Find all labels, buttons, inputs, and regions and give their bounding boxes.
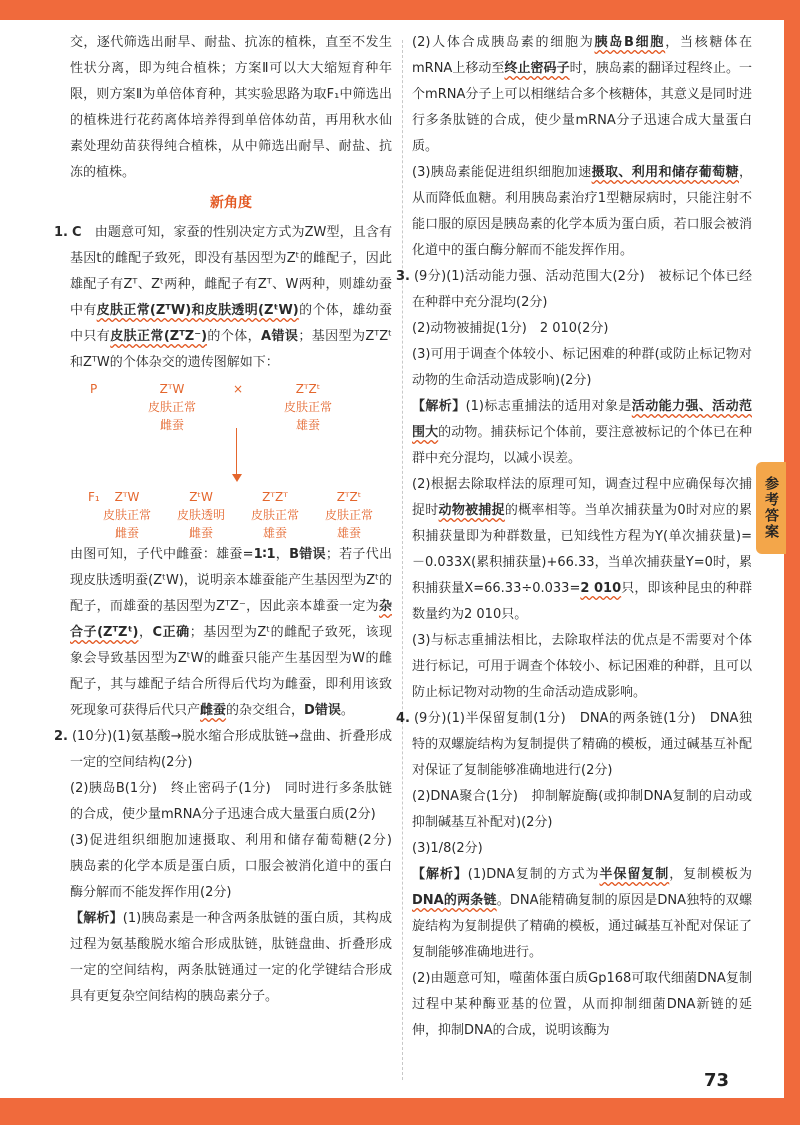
r2-text-b: ，从而降低血糖。利用胰岛素治疗1型糖尿病时，只能注射不能口服的原因是胰岛素的化学本质为蛋白质，若口服会被消化道中的蛋白酶分解而不能发挥作用。: [412, 165, 752, 258]
q4-analysis: [412, 862, 752, 966]
q2-analysis: [70, 906, 392, 1010]
q1-text-a: 由题意可知，家蚕的性别决定方式为ZW型，且含有基因t的雌配子致死，即没有基因型为Zᵗ的雌配子，因此雄配子有Zᵀ、Zᵗ两种，雌配子有Zᵀ、W两种，则雄幼蚕中有: [70, 225, 392, 318]
q1-ratio: 1∶1: [253, 547, 276, 562]
f1-phenotype: 皮肤正常: [324, 508, 373, 522]
q3-analysis-b: 的动物。捕获标记个体前，要注意被标记的个体已在种群中充分混均，以减小误差。: [412, 425, 752, 466]
q1-text-g: ；基因型为Zᵗ的雌配子致死，该现象会导致基因型为ZᵗW的雌蚕只能产生基因型为W的雌配子，其与雄配子结合所得后代均为雌蚕，即利用该致死现象可获得后代只产: [70, 625, 392, 718]
cross-arrow-head: [232, 474, 242, 482]
f1-phenotype: 皮肤透明: [176, 508, 225, 522]
parent-female-sex: 雌蚕: [159, 418, 184, 432]
r1-highlight-2: 终止密码子: [504, 61, 570, 76]
q1-highlight-1: 皮肤正常(ZᵀW)和皮肤透明(ZᵗW): [96, 303, 299, 318]
q1-highlight-3: 杂合子(ZᵀZᵗ): [70, 599, 392, 640]
question-2: [54, 724, 392, 776]
f1-sex: 雌蚕: [188, 526, 213, 540]
question-1: [54, 220, 392, 376]
q2-analysis-text: (1)胰岛素是一种含两条肽链的蛋白质，其构成过程为氨基酸脱水缩合形成肽链，肽链盘曲、折叠形成一定的空间结构，两条肽链通过一定的化学键结合形成具有更复杂空间结构的胰岛素分子。: [70, 911, 392, 1004]
q1-number: 1.: [54, 225, 68, 240]
q4-part-1: (9分)(1)半保留复制(1分) DNA的两条链(1分) DNA独特的双螺旋结构为复制提供了精确的模板，通过碱基互补配对保证了复制能够准确地进行(2分): [412, 711, 752, 778]
q3-analysis-tag: 【解析】: [412, 399, 466, 414]
f1-genotype: ZᵗW: [189, 490, 213, 504]
f1-genotype: ZᵀW: [114, 490, 140, 504]
parent-male-sex: 雄蚕: [295, 418, 320, 432]
parent-male-phenotype: 皮肤正常: [283, 400, 332, 414]
cross-arrow-line: [236, 428, 237, 476]
side-tab-label: 参考答案: [763, 476, 779, 540]
q3-p2-highlight: 动物被捕捉: [438, 503, 505, 518]
q4-analysis-tag: 【解析】: [412, 867, 468, 882]
genetic-cross-diagram: [70, 376, 392, 542]
top-color-bar: [0, 0, 800, 20]
parent-label: P: [90, 382, 98, 396]
parent-female-phenotype: 皮肤正常: [147, 400, 196, 414]
q1-answer: C: [71, 225, 82, 240]
q4-part-2: (2)DNA聚合(1分) 抑制解旋酶(或抑制DNA复制的启动或抑制碱基互补配对)(2分): [412, 789, 752, 830]
f1-phenotype: 皮肤正常: [102, 508, 151, 522]
q4-analysis-highlight-1: 半保留复制: [599, 867, 670, 882]
q2-part-1: (10分)(1)氨基酸→脱水缩合形成肽链→盘曲、折叠形成一定的空间结构(2分): [70, 729, 392, 770]
q2-analysis-3: [412, 160, 752, 264]
q3-p2-text-b: 的概率相等。当单次捕获量为0时对应的累积捕获量即为种群数量，已知线性方程为Y(单次捕获量)=－0.033X(累积捕获量)+66.33，当单次捕获量Y=0时，累积捕获量X=66.33÷0.033=: [412, 503, 752, 596]
f1-sex: 雌蚕: [114, 526, 139, 540]
column-divider: [402, 40, 404, 1080]
section-title: 新角度: [210, 195, 252, 211]
q1-highlight-2: 皮肤正常(ZᵀZ⁻): [110, 329, 208, 344]
q3-number: 3.: [396, 269, 410, 284]
q1-text-d: ；基因型为ZᵀZᵗ和ZᵀW的个体杂交的遗传图解如下：: [70, 329, 392, 370]
q3-analysis: [412, 394, 752, 472]
q3-p2-text-c: 只，即该种昆虫的种群数量约为2 010只。: [412, 581, 752, 622]
q3-analysis-a: (1)标志重捕法的适用对象是: [465, 399, 632, 414]
q1-text-h: 的杂交组合，: [226, 703, 305, 718]
q1-b-wrong: B错误: [289, 547, 326, 562]
bottom-color-bar: [0, 1098, 800, 1125]
q4-number: 4.: [396, 711, 410, 726]
cross-symbol: ×: [232, 382, 244, 396]
f1-genotype: ZᵀZᵗ: [336, 490, 362, 504]
r1-text-a: (2)人体合成胰岛素的细胞为: [412, 35, 595, 50]
q1-text-f: ；若子代出现皮肤透明蚕(ZᵗW)，说明亲本雄蚕能产生基因型为Zᵗ的配子，而雄蚕的基因型为ZᵀZ⁻，因此亲本雄蚕一定为: [70, 547, 392, 614]
q1-text-b: 的个体，雄幼蚕中只有: [70, 303, 392, 344]
q3-analysis-highlight: 活动能力强、活动范围大: [412, 399, 752, 440]
question-3: [396, 264, 752, 316]
question-4: [396, 706, 752, 784]
q3-analysis-2: [412, 472, 752, 628]
parent-female-genotype: ZᵀW: [159, 382, 185, 396]
page-number: 73: [704, 1070, 730, 1091]
q1-text-c: 的个体，: [207, 329, 262, 344]
q3-part-3: (3)可用于调查个体较小、标记困难的种群(或防止标记物对动物的生命活动造成影响)(2分): [412, 347, 752, 388]
q4-part-3: (3)1/8(2分): [412, 841, 483, 856]
q4-analysis-b: ，复制模板为: [669, 867, 752, 882]
r2-text-a: (3)胰岛素能促进组织细胞加速: [412, 165, 592, 180]
f1-genotype: ZᵀZᵀ: [262, 490, 288, 504]
left-column: [54, 30, 406, 1010]
f1-phenotype: 皮肤正常: [250, 508, 299, 522]
q4-analysis-highlight-2: DNA的两条链: [412, 893, 497, 908]
r2-highlight: 摄取、利用和储存葡萄糖: [591, 165, 739, 180]
f1-sex: 雄蚕: [336, 526, 361, 540]
parent-male-genotype: ZᵀZᵗ: [295, 382, 321, 396]
q3-part-1: (9分)(1)活动能力强、活动范围大(2分) 被标记个体已经在种群中充分混均(2分): [412, 269, 752, 310]
q3-p2-value: 2 010: [580, 581, 622, 596]
q2-analysis-tag: 【解析】: [70, 911, 123, 926]
q1-d-wrong: D错误: [304, 703, 341, 718]
q4-analysis-a: (1)DNA复制的方式为: [467, 867, 600, 882]
q2-part-2: (2)胰岛B(1分) 终止密码子(1分) 同时进行多条肽链的合成，使少量mRNA分子迅速合成大量蛋白质(2分): [70, 781, 392, 822]
right-column: [396, 30, 752, 1044]
intro-paragraph: 交，逐代筛选出耐旱、耐盐、抗冻的植株，直至不发生性状分离，即为纯合植株；方案Ⅱ可以大大缩短育种年限，则方案Ⅱ为单倍体育种，其实验思路为取F₁中筛选出的植株进行花药离体培养得到单倍体幼苗，再用秋水仙素处理幼苗获得纯合植株，从中筛选出耐旱、耐盐、抗冻的植株。: [70, 35, 392, 180]
q1-a-wrong: A错误: [261, 329, 299, 344]
f1-sex: 雄蚕: [262, 526, 287, 540]
q2-part-3: (3)促进组织细胞加速摄取、利用和储存葡萄糖(2分) 胰岛素的化学本质是蛋白质，口服会被消化道中的蛋白酶分解而不能发挥作用(2分): [70, 833, 406, 900]
q3-p2-text-a: (2)根据去除取样法的原理可知，调查过程中应确保每次捕捉时: [412, 477, 752, 518]
q1-highlight-4: 雌蚕: [200, 703, 227, 718]
side-tab-answers: [756, 462, 786, 554]
q1-c-right: C正确: [152, 625, 190, 640]
f1-label: F₁: [88, 490, 100, 504]
q3-part-2: (2)动物被捕捉(1分) 2 010(2分): [412, 321, 609, 336]
q2-analysis-2: [412, 30, 752, 160]
r1-text-c: 时，胰岛素的翻译过程终止。一个mRNA分子上可以相继结合多个核糖体，其意义是同时进行多条肽链的合成，使少量mRNA分子迅速合成大量蛋白质。: [412, 61, 752, 154]
q3-analysis-3: (3)与标志重捕法相比，去除取样法的优点是不需要对个体进行标记，可用于调查个体较小、标记困难的种群，且可以防止标记物对动物的生命活动造成影响。: [412, 633, 752, 700]
r1-highlight-1: 胰岛B细胞: [594, 35, 666, 50]
q4-analysis-2: (2)由题意可知，噬菌体蛋白质Gp168可取代细菌DNA复制过程中某种酶亚基的位置，从而抑制细菌DNA新链的延伸，抑制DNA的合成，说明该酶为: [412, 971, 752, 1038]
right-color-bar: [784, 0, 800, 1125]
q1-conclusion: 由图可知，子代中雌蚕：雄蚕=1∶1，B错误；若子代出现皮肤透明蚕(ZᵗW)，说明亲本雄蚕能产生基因型为Zᵗ的配子，而雄蚕的基因型为ZᵀZ⁻，因此亲本雄蚕一定为杂合子(ZᵀZᵗ)，C正确；基因型为Zᵗ的雌配子致死，该现象会导致基因型为ZᵗW的雌蚕只能产生基因型为W的雌配子，其与雄配子结合所得后代均为雌蚕，即利用该致死现象可获得后代只产雌蚕的杂交组合，D错误。: [70, 547, 392, 718]
q4-analysis-c: 。DNA能精确复制的原因是DNA独特的双螺旋结构为复制提供了精确的模板，通过碱基互补配对保证了复制能够准确地进行。: [412, 893, 752, 960]
q1-text-e: 由图可知，子代中雌蚕：雄蚕=: [70, 547, 254, 562]
r1-text-b: ，当核糖体在mRNA上移动至: [412, 35, 752, 76]
q2-number: 2.: [54, 729, 68, 744]
